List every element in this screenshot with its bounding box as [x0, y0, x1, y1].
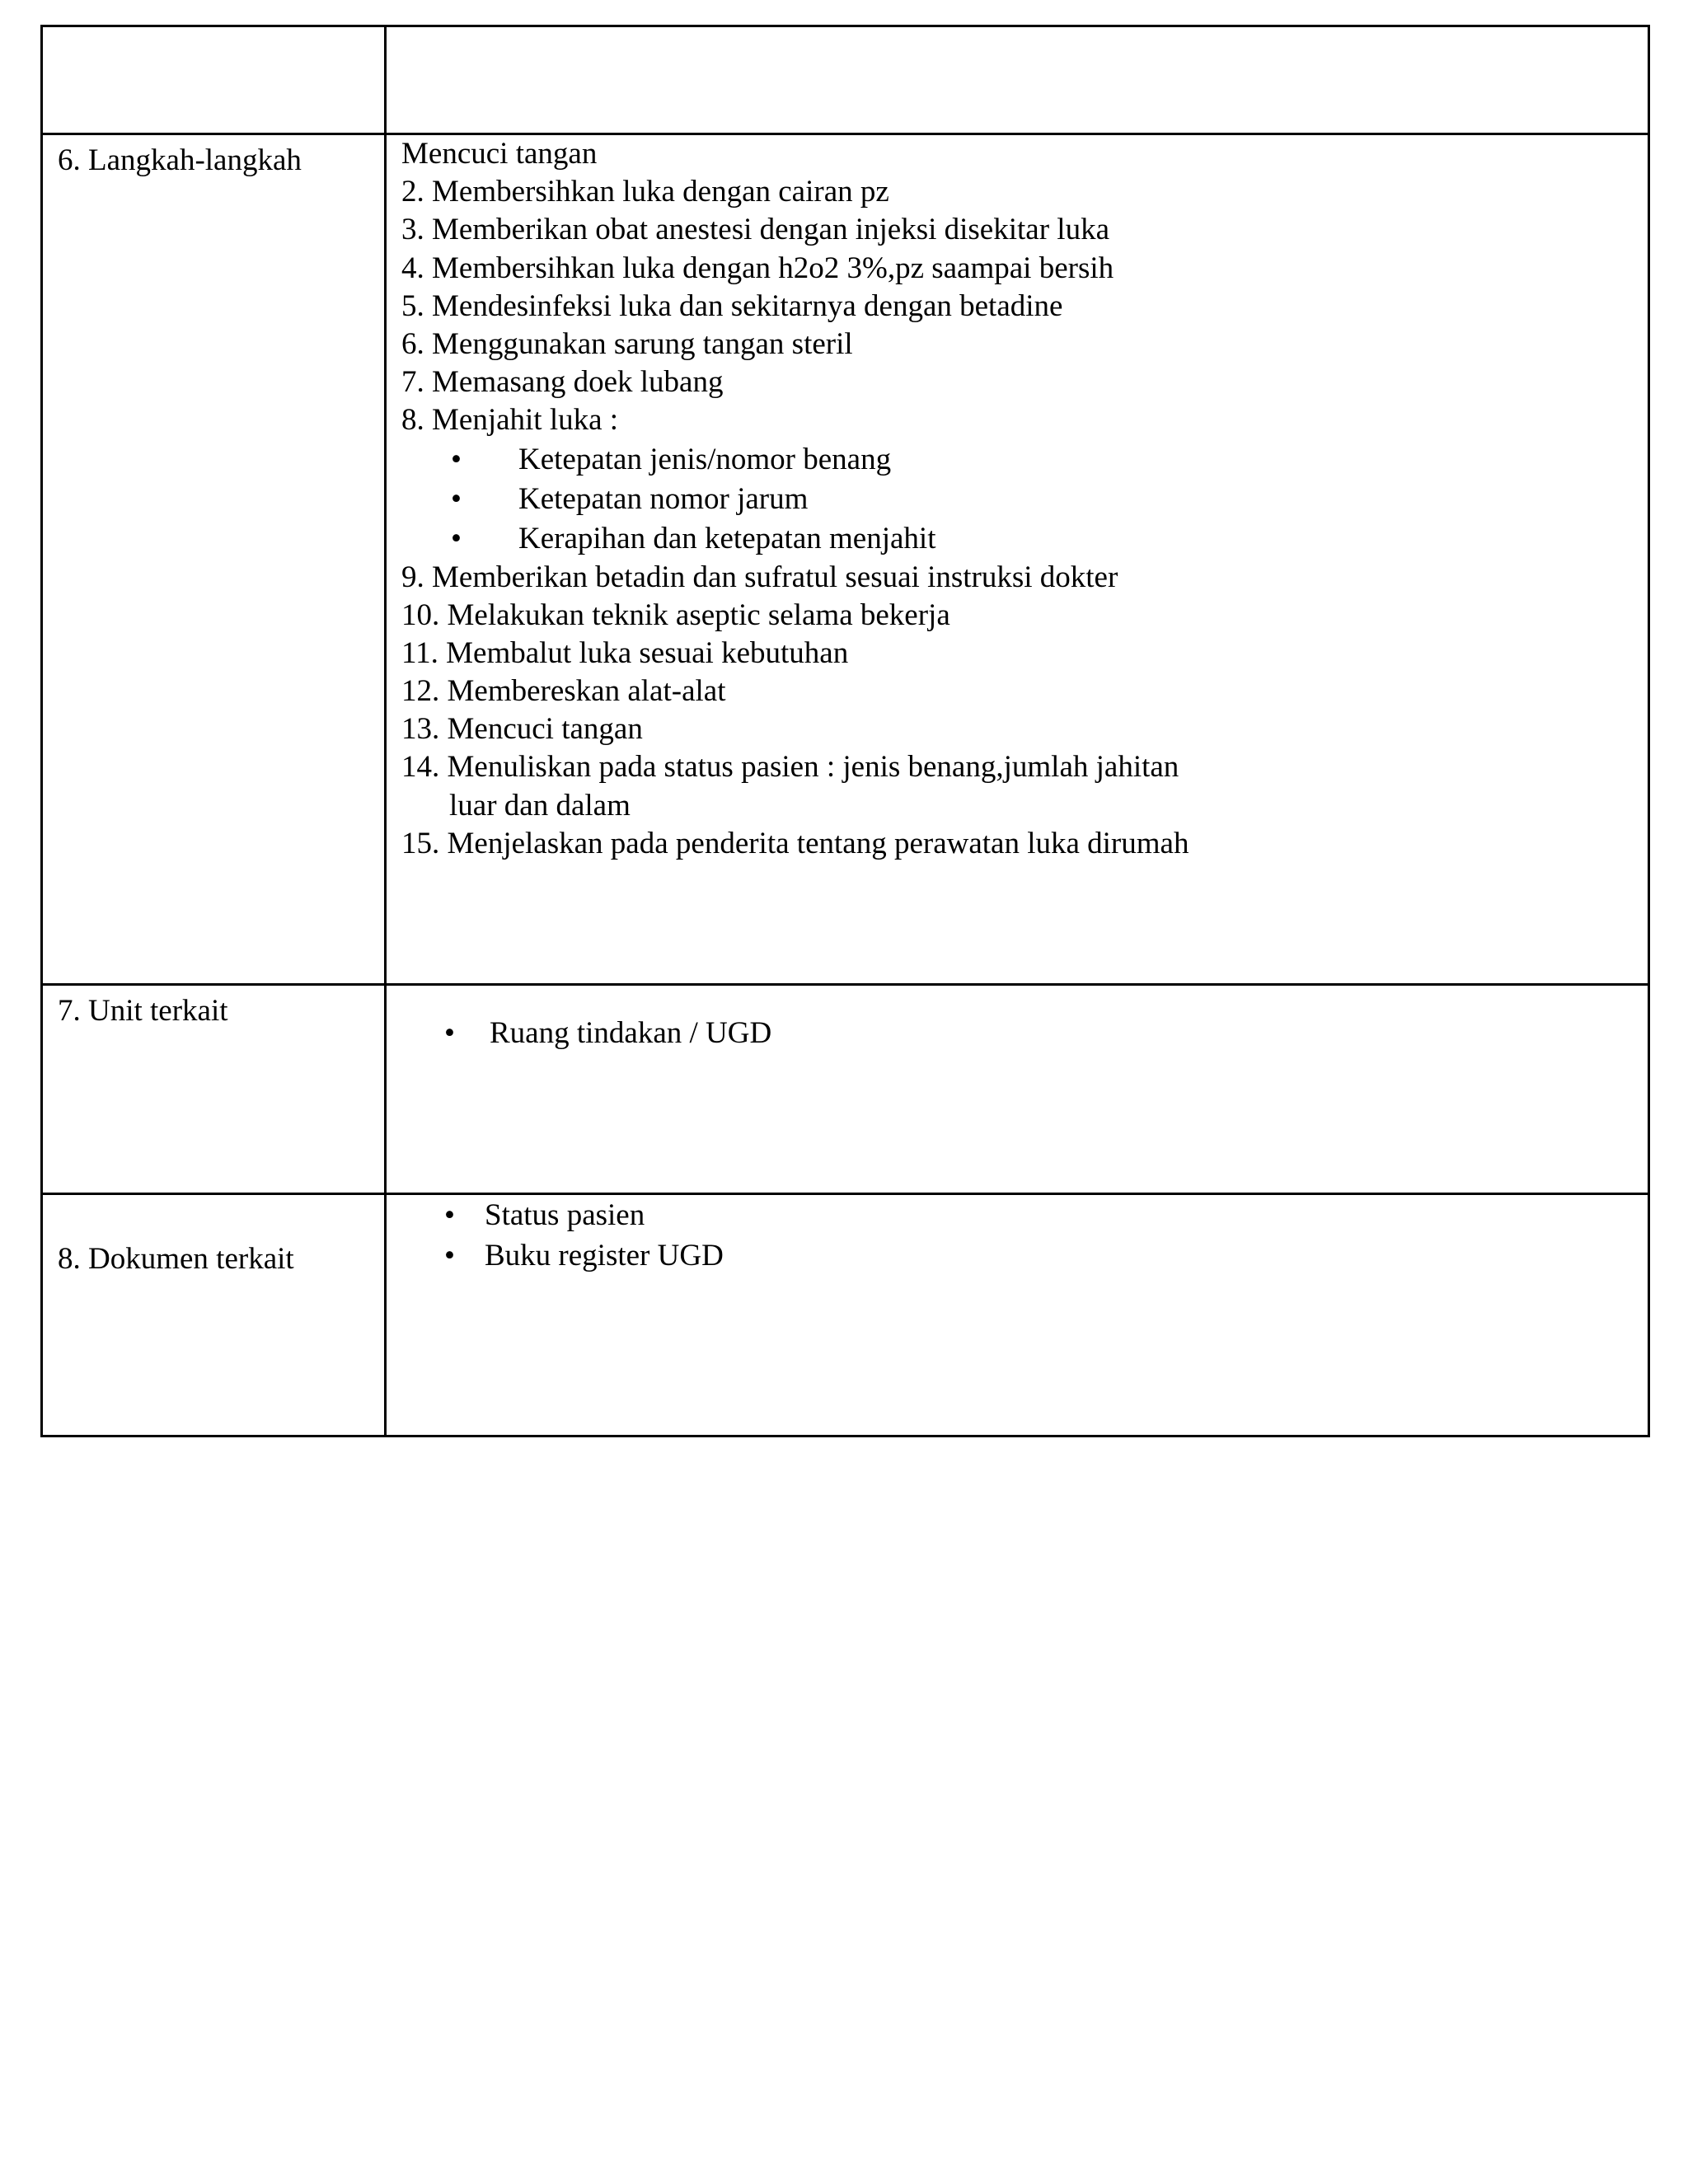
langkah-label-cell: [42, 134, 386, 985]
unit-bullet-item: [387, 1015, 1648, 1052]
sub-bullet-text: Ketepatan jenis/nomor benang: [518, 442, 892, 476]
dokumen-label: 8. Dokumen terkait: [58, 1242, 294, 1276]
sub-bullet-text: Ketepatan nomor jarum: [518, 481, 809, 516]
unit-label: 7. Unit terkait: [58, 994, 228, 1028]
step-item: 3. Memberikan obat anestesi dengan injeksi disekitar luka: [401, 213, 1109, 247]
dokumen-content-cell: [386, 1194, 1649, 1436]
sub-bullet-item: [401, 480, 1648, 519]
unit-content-cell: [386, 985, 1649, 1194]
step-item: 15. Menjelaskan pada penderita tentang perawatan luka dirumah: [401, 826, 1189, 860]
table-row-empty: [42, 26, 1649, 134]
langkah-content-cell: [386, 134, 1649, 985]
step-item-continuation: luar dan dalam: [449, 788, 631, 823]
sub-bullet-item: [401, 519, 1648, 559]
bullet-icon: •: [451, 481, 462, 516]
empty-label-cell: [42, 26, 386, 134]
unit-label-cell: [42, 985, 386, 1194]
step-item: 6. Menggunakan sarung tangan steril: [401, 326, 853, 361]
step-item: 10. Melakukan teknik aseptic selama bekerja: [401, 598, 950, 632]
sub-bullet-item: [401, 440, 1648, 480]
empty-content-cell: [386, 26, 1649, 134]
sub-bullet-text: Kerapihan dan ketepatan menjahit: [518, 521, 936, 555]
table-row-langkah: [42, 134, 1649, 985]
step-item: 8. Menjahit luka :: [401, 403, 619, 438]
dokumen-label-cell: [42, 1194, 386, 1436]
step-item: 14. Menuliskan pada status pasien : jenis benang,jumlah jahitan: [401, 750, 1179, 785]
sop-table: [40, 25, 1650, 1437]
dokumen-bullet-item: [387, 1235, 1648, 1276]
bullet-icon: •: [444, 1198, 455, 1232]
steps-list: [387, 135, 1648, 863]
step-item: 11. Membalut luka sesuai kebutuhan: [401, 635, 849, 670]
bullet-icon: •: [444, 1016, 455, 1050]
dokumen-bullet-text: Status pasien: [485, 1198, 645, 1232]
step-item: 4. Membersihkan luka dengan h2o2 3%,pz saampai bersih: [401, 251, 1114, 285]
table-row-unit: [42, 985, 1649, 1194]
bullet-icon: •: [451, 521, 462, 555]
table-row-dokumen: [42, 1194, 1649, 1436]
unit-bullet-text: Ruang tindakan / UGD: [490, 1016, 772, 1050]
langkah-label: 6. Langkah-langkah: [58, 143, 302, 177]
step-item: 7. Memasang doek lubang: [401, 365, 724, 400]
step-item: 13. Mencuci tangan: [401, 712, 643, 747]
bullet-icon: •: [451, 442, 462, 476]
step-item: 12. Membereskan alat-alat: [401, 674, 726, 709]
unit-list: [387, 986, 1648, 1052]
bullet-icon: •: [444, 1239, 455, 1272]
dokumen-list: [387, 1195, 1648, 1276]
step-item: 2. Membersihkan luka dengan cairan pz: [401, 175, 889, 209]
step-item: Mencuci tangan: [401, 137, 598, 171]
step-item: 9. Memberikan betadin dan sufratul sesuai instruksi dokter: [401, 560, 1118, 594]
dokumen-bullet-text: Buku register UGD: [485, 1239, 724, 1272]
step-item: 5. Mendesinfeksi luka dan sekitarnya dengan betadine: [401, 288, 1063, 323]
dokumen-bullet-item: [387, 1195, 1648, 1235]
